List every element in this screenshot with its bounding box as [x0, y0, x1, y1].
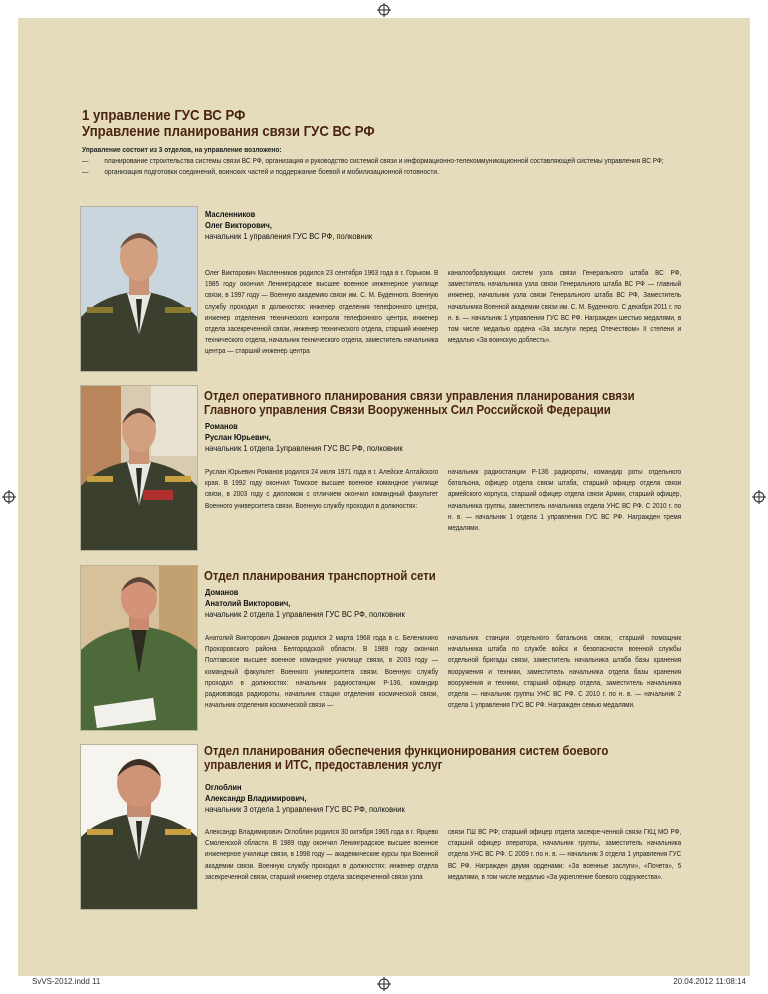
person-name-block	[205, 209, 565, 242]
structure-lead: Управление состоит из 3 отделов, на управление возложено:	[82, 145, 282, 154]
registration-mark-icon	[377, 977, 391, 991]
person-surname: Оглоблин	[205, 782, 242, 792]
person-surname: Романов	[205, 421, 238, 431]
bio-column-left: Руслан Юрьевич Романов родился 24 июля 1971 года в г. Алейске Алтайского края. В 1992 году окончил Томское высшее военное командное училище связи, в 2003 году с дипломом с отличием окончил командный факультет Военного университета связи. Военную службу проходил в должностях:	[205, 467, 439, 510]
structure-item: — организация подготовки соединений, воинских частей и поддержание боевой и мобилизационной готовности.	[82, 166, 684, 177]
person-surname: Масленников	[205, 209, 256, 219]
print-timestamp: 20.04.2012 11:08:14	[673, 977, 746, 986]
portrait-photo	[80, 744, 198, 910]
page-title	[82, 108, 610, 140]
person-given-name: Олег Викторович,	[205, 220, 272, 230]
file-slug: SvVS-2012.indd 11	[32, 977, 101, 986]
bio-column-right: начальник радиостанции Р-136 радиороты, командир роты отдельного батальона, офицер отдела связи штаба, старший офицер отдела связи армейского корпуса, старший офицер отдела связи Армии, старший офицер, начальника группы, заместитель начальника отдела УНС ВС РФ. С 2010 г. по н. в. — начальник 1 отдела 1 управления ГУС ВС РФ. Награжден тремя медалями.	[448, 467, 682, 533]
registration-mark-icon	[2, 490, 16, 504]
person-given-name: Руслан Юрьевич,	[205, 432, 271, 442]
person-name-block	[205, 587, 565, 620]
person-given-name: Александр Владимирович,	[205, 793, 307, 803]
bio-column-right: связи ГШ ВС РФ; старший офицер отдела засекре-ченной связи ГКЦ МО РФ, старший офицер оператора, начальник группы, заместитель начальника отдела УНС ВС РФ. С 2009 г. по н. в. — начальник 3 отдела 1 управления ГУС ВС РФ. Награжден двумя орденами: «За военные заслуги», «Почета», 5 медалями, в том числе медалью «За укрепление боевого содружества».	[448, 827, 682, 881]
person-position: начальник 3 отдела 1 управления ГУС ВС РФ, полковник	[205, 804, 405, 814]
title-line-1: 1 управление ГУС ВС РФ	[82, 107, 246, 124]
portrait-photo	[80, 385, 198, 551]
person-position: начальник 1 отдела 1управления ГУС ВС РФ, полковник	[205, 443, 403, 453]
section-title: Отдел планирования обеспечения функционирования систем боевого управления и ИТС, предоставления услуг	[204, 743, 609, 772]
person-name-block	[205, 782, 565, 815]
title-line-2: Управление планирования связи ГУС ВС РФ	[82, 123, 375, 140]
structure-item: — планирование строительства системы связи ВС РФ, организация и руководство системой связи и информационно-телекоммуникационной составляющей системы управления ВС РФ;	[82, 155, 684, 166]
portrait-photo	[80, 206, 198, 372]
registration-mark-icon	[752, 490, 766, 504]
section-title: Отдел планирования транспортной сети	[204, 568, 436, 583]
bio-column-right: начальник станции отдельного батальона связи, старший помощник начальника штаба по службе войск и безопасности военной службы отдельной бригады связи, заместитель начальника штаба базы хранения вооружения и техники, заместитель начальника отдела базы хранения вооружения и техники, старший офицер отдела, заместитель начальника отдела — начальник группы УНС ВС РФ. С 2010 г. по н. в. — начальник 2 отдела 1 управления ГУС ВС РФ. Награжден семью медалями.	[448, 633, 682, 710]
bio-column-left: Олег Викторович Масленников родился 23 сентября 1963 года в г. Горьком. В 1985 году окончил Ленинградское высшее военное инженерное училище связи, в 1997 году — Военную академию связи им. С. М. Буденного. Военную службу проходил в должностях: инженер отделения телефонного центра, инженер отделения технического контроля телефонного центра, инженер отдела засекреченной связи, инженер технического отдела, старший инженер технического отдела, начальник технического отдела, заместитель начальника центра — старший инженер центра	[205, 268, 439, 356]
section-title: Отдел оперативного планирования связи управления планирования связи Главного управления Связи Вооруженных Сил Российской Федерации	[204, 388, 635, 417]
person-surname: Доманов	[205, 587, 239, 597]
person-given-name: Анатолий Викторович,	[205, 598, 291, 608]
person-position: начальник 2 отдела 1 управления ГУС ВС РФ, полковник	[205, 609, 405, 619]
bio-column-right: каналообразующих систем узла связи Генерального штаба ВС РФ, заместитель начальника узла связи Генерального штаба ВС РФ — главный инженер, начальник узла связи Генерального штаба ВС РФ, Заместитель начальника Военной академии связи им. С. М. Буденного. С декабря 2011 г. по н. в. — начальник 1 управления ГУС ВС РФ. Награжден шестью медалями, в том числе медалью ордена «За заслуги перед Отечеством» II степени и медалью «За воинскую доблесть».	[448, 268, 682, 345]
person-position: начальник 1 управления ГУС ВС РФ, полковник	[205, 231, 373, 241]
department-structure	[82, 144, 684, 177]
portrait-photo	[80, 565, 198, 731]
bio-column-left: Александр Владимирович Оглоблин родился 30 октября 1965 года в г. Ярцево Смоленской области. В 1989 году окончил Ленинградское высшее военное инженерное училище связи, в 1998 году — академические курсы при Военной академии связи. Военную службу проходил в должностях: инженер отдела засекреченной связи, старший инженер отдела засекреченной связи узла	[205, 827, 439, 881]
registration-mark-icon	[377, 3, 391, 17]
person-name-block	[205, 421, 565, 454]
bio-column-left: Анатолий Викторович Доманов родился 2 марта 1968 года в с. Беленихино Прохоровского района Белгородской области. В 1989 году окончил Полтавское высшее военное командное училище связи, в 2003 году — командный факультет Военного университета связи. Военную службу проходил в должностях: начальник радиостанции Р-136, командир радиовзвода радиороты, начальник стации отделения космической связи, начальник отделения космической связи —	[205, 633, 439, 710]
